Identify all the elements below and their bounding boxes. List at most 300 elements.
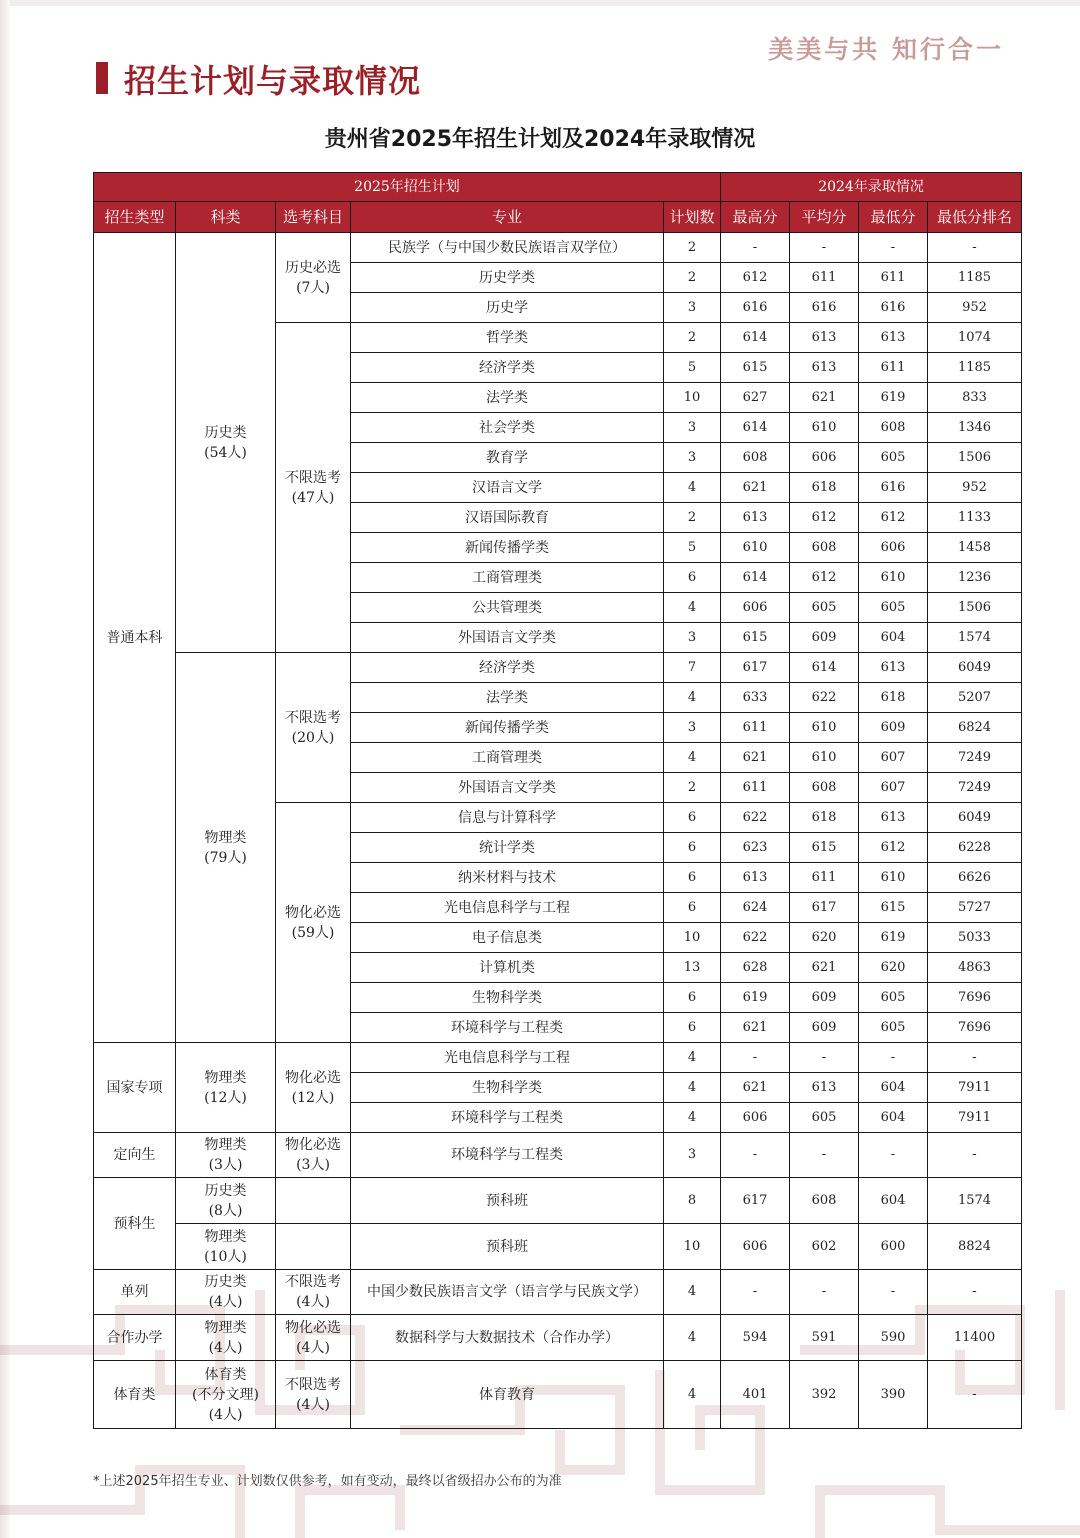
avg-score-cell: 605 [790, 593, 859, 623]
major-cell: 工商管理类 [351, 563, 664, 593]
enrollment-type-cell: 合作办学 [94, 1315, 176, 1361]
major-cell: 教育学 [351, 443, 664, 473]
plan-count-cell: 3 [664, 623, 721, 653]
major-cell: 法学类 [351, 683, 664, 713]
min-score-cell: - [859, 233, 928, 263]
avg-score-cell: 609 [790, 623, 859, 653]
max-score-cell: 624 [721, 893, 790, 923]
elective-subject-cell-line: 物化必选 [285, 1069, 341, 1086]
plan-count-cell: 2 [664, 263, 721, 293]
plan-count-cell: 6 [664, 893, 721, 923]
footnote: *上述2025年招生专业、计划数仅供参考，如有变动，最终以省级招办公布的为准 [93, 1474, 562, 1489]
avg-score-cell: 614 [790, 653, 859, 683]
subject-category-cell [176, 233, 276, 653]
subject-category-cell-line: (不分文理) [192, 1386, 259, 1403]
subject-category-cell-line: 物理类 [204, 1069, 247, 1086]
subject-category-cell-line: 历史类 [204, 1182, 247, 1199]
elective-subject-cell-line: 不限选考 [285, 709, 341, 726]
min-rank-cell: 1236 [928, 563, 1022, 593]
elective-subject-cell-line: (4人) [296, 1294, 330, 1310]
subject-category-cell [176, 1270, 276, 1315]
avg-score-cell: - [790, 1270, 859, 1315]
elective-subject-cell-line: 不限选考 [285, 1274, 341, 1290]
min-rank-cell: 1574 [928, 623, 1022, 653]
subject-category-cell-line: 体育类 [204, 1366, 247, 1383]
subject-category-cell-line: (10人) [204, 1248, 247, 1265]
avg-score-cell: 621 [790, 383, 859, 413]
avg-score-cell: 613 [790, 1073, 859, 1103]
min-score-cell: 590 [859, 1315, 928, 1361]
avg-score-cell: 613 [790, 353, 859, 383]
min-rank-cell: 6049 [928, 803, 1022, 833]
max-score-cell: 610 [721, 533, 790, 563]
table-row [94, 653, 1022, 683]
min-score-cell: 605 [859, 1013, 928, 1043]
plan-count-cell: 6 [664, 983, 721, 1013]
table-row [94, 1178, 1022, 1224]
plan-count-cell: 2 [664, 773, 721, 803]
elective-subject-cell [276, 323, 351, 653]
avg-score-cell: 612 [790, 563, 859, 593]
elective-subject-cell-line: 不限选考 [285, 1376, 341, 1393]
subject-category-cell-line: (12人) [204, 1089, 247, 1106]
subject-category-cell-line: (4人) [208, 1406, 243, 1423]
max-score-cell: - [721, 1133, 790, 1178]
min-rank-cell: 833 [928, 383, 1022, 413]
avg-score-cell: 608 [790, 773, 859, 803]
min-score-cell: 609 [859, 713, 928, 743]
plan-count-cell: 4 [664, 1103, 721, 1133]
subject-category-cell-line: (79人) [204, 849, 247, 866]
min-score-cell: 619 [859, 383, 928, 413]
admission-table [93, 172, 1022, 1429]
max-score-cell: 614 [721, 413, 790, 443]
column-header: 科类 [176, 202, 276, 233]
plan-count-cell: 4 [664, 1270, 721, 1315]
min-score-cell: - [859, 1133, 928, 1178]
elective-subject-cell-line: (59人) [291, 924, 335, 941]
major-cell: 体育教育 [351, 1361, 664, 1429]
min-score-cell: 610 [859, 563, 928, 593]
elective-subject-cell [276, 1178, 351, 1224]
min-score-cell: 605 [859, 983, 928, 1013]
min-score-cell: 619 [859, 923, 928, 953]
elective-subject-cell-line: 物化必选 [285, 1137, 341, 1153]
subject-category-cell [176, 1224, 276, 1270]
min-score-cell: 616 [859, 473, 928, 503]
avg-score-cell: 605 [790, 1103, 859, 1133]
elective-subject-cell-line: (20人) [291, 729, 335, 746]
major-cell: 经济学类 [351, 653, 664, 683]
major-cell: 经济学类 [351, 353, 664, 383]
plan-count-cell: 4 [664, 683, 721, 713]
major-cell: 汉语言文学 [351, 473, 664, 503]
max-score-cell: 611 [721, 713, 790, 743]
plan-count-cell: 3 [664, 293, 721, 323]
max-score-cell: 401 [721, 1361, 790, 1429]
subject-category-cell [176, 1043, 276, 1133]
max-score-cell: 619 [721, 983, 790, 1013]
column-header: 专业 [351, 202, 664, 233]
avg-score-cell: 602 [790, 1224, 859, 1270]
max-score-cell: 621 [721, 1013, 790, 1043]
enrollment-type-cell: 预科生 [94, 1178, 176, 1270]
subject-category-cell-line: 物理类 [204, 829, 247, 846]
major-cell: 工商管理类 [351, 743, 664, 773]
plan-count-cell: 4 [664, 473, 721, 503]
min-score-cell: 613 [859, 653, 928, 683]
subject-category-cell [176, 1315, 276, 1361]
plan-count-cell: 4 [664, 1073, 721, 1103]
avg-score-cell: 610 [790, 713, 859, 743]
table-row [94, 1043, 1022, 1073]
min-rank-cell: 6049 [928, 653, 1022, 683]
max-score-cell: 615 [721, 623, 790, 653]
min-rank-cell: 952 [928, 293, 1022, 323]
min-rank-cell: 6824 [928, 713, 1022, 743]
plan-count-cell: 2 [664, 233, 721, 263]
motto: 美美与共 知行合一 [768, 35, 1004, 64]
min-score-cell: 612 [859, 503, 928, 533]
column-header: 计划数 [664, 202, 721, 233]
min-score-cell: 618 [859, 683, 928, 713]
min-rank-cell: 7696 [928, 1013, 1022, 1043]
min-rank-cell: 1506 [928, 443, 1022, 473]
plan-count-cell: 2 [664, 323, 721, 353]
major-cell: 社会学类 [351, 413, 664, 443]
avg-score-cell: 609 [790, 1013, 859, 1043]
max-score-cell: 615 [721, 353, 790, 383]
min-rank-cell: 1574 [928, 1178, 1022, 1224]
min-score-cell: 607 [859, 773, 928, 803]
column-header: 平均分 [790, 202, 859, 233]
major-cell: 汉语国际教育 [351, 503, 664, 533]
min-rank-cell: 7911 [928, 1103, 1022, 1133]
avg-score-cell: 616 [790, 293, 859, 323]
avg-score-cell: - [790, 1043, 859, 1073]
elective-subject-cell [276, 1315, 351, 1361]
table-row [94, 1133, 1022, 1178]
plan-count-cell: 5 [664, 353, 721, 383]
max-score-cell: 606 [721, 593, 790, 623]
elective-subject-cell-line: (4人) [296, 1396, 330, 1413]
enrollment-type-cell: 国家专项 [94, 1043, 176, 1133]
plan-count-cell: 7 [664, 653, 721, 683]
subject-category-cell [176, 1133, 276, 1178]
section-marker [96, 62, 108, 94]
major-cell: 生物科学类 [351, 983, 664, 1013]
min-rank-cell: - [928, 1270, 1022, 1315]
min-rank-cell: 1506 [928, 593, 1022, 623]
plan-count-cell: 6 [664, 1013, 721, 1043]
min-rank-cell: 7249 [928, 743, 1022, 773]
major-cell: 民族学（与中国少数民族语言双学位） [351, 233, 664, 263]
avg-score-cell: 618 [790, 473, 859, 503]
min-rank-cell: 7249 [928, 773, 1022, 803]
max-score-cell: 621 [721, 743, 790, 773]
min-score-cell: 604 [859, 623, 928, 653]
max-score-cell: 606 [721, 1103, 790, 1133]
major-cell: 光电信息科学与工程 [351, 893, 664, 923]
max-score-cell: 612 [721, 263, 790, 293]
min-score-cell: 604 [859, 1103, 928, 1133]
page-top-border [0, 0, 1080, 6]
min-rank-cell: 1185 [928, 263, 1022, 293]
plan-count-cell: 4 [664, 1315, 721, 1361]
subject-category-cell-line: 物理类 [204, 1137, 247, 1153]
elective-subject-cell-line: 历史必选 [285, 259, 341, 276]
min-rank-cell: 7911 [928, 1073, 1022, 1103]
avg-score-cell: 610 [790, 743, 859, 773]
major-cell: 环境科学与工程类 [351, 1103, 664, 1133]
elective-subject-cell-line: 不限选考 [285, 469, 341, 486]
avg-score-cell: 609 [790, 983, 859, 1013]
min-rank-cell: 1185 [928, 353, 1022, 383]
elective-subject-cell [276, 1043, 351, 1133]
avg-score-cell: 606 [790, 443, 859, 473]
min-score-cell: 390 [859, 1361, 928, 1429]
plan-count-cell: 6 [664, 803, 721, 833]
plan-count-cell: 10 [664, 383, 721, 413]
plan-count-cell: 2 [664, 503, 721, 533]
avg-score-cell: 613 [790, 323, 859, 353]
header-plan-group: 2025年招生计划 [94, 173, 721, 202]
subject-category-cell-line: (4人) [208, 1339, 243, 1356]
min-rank-cell: 1458 [928, 533, 1022, 563]
column-header: 选考科目 [276, 202, 351, 233]
avg-score-cell: 611 [790, 263, 859, 293]
min-score-cell: 610 [859, 863, 928, 893]
plan-count-cell: 6 [664, 563, 721, 593]
subject-category-cell-line: (54人) [204, 444, 247, 461]
avg-score-cell: - [790, 233, 859, 263]
min-score-cell: - [859, 1270, 928, 1315]
max-score-cell: - [721, 1270, 790, 1315]
avg-score-cell: - [790, 1133, 859, 1178]
max-score-cell: 594 [721, 1315, 790, 1361]
major-cell: 生物科学类 [351, 1073, 664, 1103]
elective-subject-cell [276, 653, 351, 803]
max-score-cell: 621 [721, 473, 790, 503]
max-score-cell: 613 [721, 503, 790, 533]
subject-category-cell [176, 653, 276, 1043]
avg-score-cell: 591 [790, 1315, 859, 1361]
elective-subject-cell [276, 1270, 351, 1315]
elective-subject-cell [276, 803, 351, 1043]
enrollment-type-cell: 定向生 [94, 1133, 176, 1178]
elective-subject-cell-line: (7人) [296, 279, 330, 296]
subject-category-cell-line: 历史类 [204, 1274, 247, 1290]
avg-score-cell: 620 [790, 923, 859, 953]
max-score-cell: 611 [721, 773, 790, 803]
major-cell: 中国少数民族语言文学（语言学与民族文学） [351, 1270, 664, 1315]
min-rank-cell: 1133 [928, 503, 1022, 533]
table-row [94, 1361, 1022, 1429]
min-rank-cell: - [928, 1043, 1022, 1073]
plan-count-cell: 10 [664, 923, 721, 953]
avg-score-cell: 608 [790, 533, 859, 563]
major-cell: 外国语言文学类 [351, 773, 664, 803]
enrollment-type-cell: 体育类 [94, 1361, 176, 1429]
min-rank-cell: 7696 [928, 983, 1022, 1013]
subject-category-cell [176, 1178, 276, 1224]
min-score-cell: 613 [859, 803, 928, 833]
major-cell: 环境科学与工程类 [351, 1133, 664, 1178]
max-score-cell: 621 [721, 1073, 790, 1103]
major-cell: 预科班 [351, 1224, 664, 1270]
min-rank-cell: 11400 [928, 1315, 1022, 1361]
elective-subject-cell-line: 物化必选 [285, 904, 341, 921]
min-rank-cell: 4863 [928, 953, 1022, 983]
major-cell: 新闻传播学类 [351, 713, 664, 743]
major-cell: 电子信息类 [351, 923, 664, 953]
plan-count-cell: 4 [664, 743, 721, 773]
avg-score-cell: 608 [790, 1178, 859, 1224]
major-cell: 统计学类 [351, 833, 664, 863]
avg-score-cell: 617 [790, 893, 859, 923]
avg-score-cell: 610 [790, 413, 859, 443]
elective-subject-cell-line: (3人) [296, 1157, 330, 1173]
max-score-cell: 622 [721, 923, 790, 953]
max-score-cell: 622 [721, 803, 790, 833]
subject-category-cell-line: 物理类 [204, 1228, 247, 1245]
min-score-cell: 608 [859, 413, 928, 443]
max-score-cell: 608 [721, 443, 790, 473]
major-cell: 法学类 [351, 383, 664, 413]
elective-subject-cell [276, 1361, 351, 1429]
max-score-cell: 623 [721, 833, 790, 863]
plan-count-cell: 6 [664, 833, 721, 863]
min-score-cell: 605 [859, 593, 928, 623]
major-cell: 光电信息科学与工程 [351, 1043, 664, 1073]
table-row [94, 1224, 1022, 1270]
subject-category-cell-line: (4人) [208, 1294, 243, 1310]
min-score-cell: 606 [859, 533, 928, 563]
min-rank-cell: 1346 [928, 413, 1022, 443]
plan-count-cell: 6 [664, 863, 721, 893]
min-score-cell: 605 [859, 443, 928, 473]
max-score-cell: - [721, 1043, 790, 1073]
elective-subject-cell-line: 物化必选 [285, 1319, 341, 1336]
major-cell: 新闻传播学类 [351, 533, 664, 563]
avg-score-cell: 612 [790, 503, 859, 533]
major-cell: 计算机类 [351, 953, 664, 983]
min-score-cell: 613 [859, 323, 928, 353]
max-score-cell: 606 [721, 1224, 790, 1270]
major-cell: 信息与计算科学 [351, 803, 664, 833]
subject-category-cell [176, 1361, 276, 1429]
column-header: 最低分 [859, 202, 928, 233]
avg-score-cell: 618 [790, 803, 859, 833]
elective-subject-cell [276, 1133, 351, 1178]
avg-score-cell: 615 [790, 833, 859, 863]
max-score-cell: 616 [721, 293, 790, 323]
max-score-cell: 617 [721, 653, 790, 683]
major-cell: 历史学类 [351, 263, 664, 293]
min-rank-cell: 6626 [928, 863, 1022, 893]
avg-score-cell: 392 [790, 1361, 859, 1429]
min-rank-cell: 5727 [928, 893, 1022, 923]
min-rank-cell: 952 [928, 473, 1022, 503]
min-rank-cell: 8824 [928, 1224, 1022, 1270]
section-title: 招生计划与录取情况 [124, 62, 422, 100]
column-header: 招生类型 [94, 202, 176, 233]
max-score-cell: 613 [721, 863, 790, 893]
elective-subject-cell-line: (47人) [291, 489, 335, 506]
major-cell: 历史学 [351, 293, 664, 323]
min-score-cell: 600 [859, 1224, 928, 1270]
avg-score-cell: 611 [790, 863, 859, 893]
plan-count-cell: 3 [664, 1133, 721, 1178]
enrollment-type-cell: 普通本科 [94, 233, 176, 1043]
enrollment-type-cell: 单列 [94, 1270, 176, 1315]
min-score-cell: 615 [859, 893, 928, 923]
plan-count-cell: 10 [664, 1224, 721, 1270]
major-cell: 纳米材料与技术 [351, 863, 664, 893]
table-row [94, 1315, 1022, 1361]
major-cell: 环境科学与工程类 [351, 1013, 664, 1043]
min-score-cell: 620 [859, 953, 928, 983]
plan-count-cell: 3 [664, 713, 721, 743]
subject-category-cell-line: (3人) [208, 1157, 243, 1173]
plan-count-cell: 5 [664, 533, 721, 563]
column-header: 最低分排名 [928, 202, 1022, 233]
elective-subject-cell-line: (12人) [291, 1089, 335, 1106]
plan-count-cell: 13 [664, 953, 721, 983]
max-score-cell: 614 [721, 323, 790, 353]
max-score-cell: 614 [721, 563, 790, 593]
subject-category-cell-line: 物理类 [204, 1319, 247, 1336]
plan-count-cell: 4 [664, 1043, 721, 1073]
min-rank-cell: 1074 [928, 323, 1022, 353]
min-score-cell: 604 [859, 1073, 928, 1103]
elective-subject-cell [276, 233, 351, 323]
major-cell: 哲学类 [351, 323, 664, 353]
table-row [94, 233, 1022, 263]
min-rank-cell: - [928, 1361, 1022, 1429]
min-rank-cell: 5207 [928, 683, 1022, 713]
major-cell: 预科班 [351, 1178, 664, 1224]
min-score-cell: 604 [859, 1178, 928, 1224]
major-cell: 数据科学与大数据技术（合作办学） [351, 1315, 664, 1361]
elective-subject-cell-line: (4人) [296, 1339, 330, 1356]
plan-count-cell: 8 [664, 1178, 721, 1224]
column-header: 最高分 [721, 202, 790, 233]
min-score-cell: 611 [859, 263, 928, 293]
min-score-cell: 607 [859, 743, 928, 773]
plan-count-cell: 3 [664, 443, 721, 473]
min-rank-cell: 5033 [928, 923, 1022, 953]
min-rank-cell: - [928, 233, 1022, 263]
page-left-border [0, 0, 10, 1538]
min-score-cell: 611 [859, 353, 928, 383]
max-score-cell: 633 [721, 683, 790, 713]
max-score-cell: - [721, 233, 790, 263]
max-score-cell: 617 [721, 1178, 790, 1224]
elective-subject-cell [276, 1224, 351, 1270]
max-score-cell: 628 [721, 953, 790, 983]
avg-score-cell: 622 [790, 683, 859, 713]
avg-score-cell: 621 [790, 953, 859, 983]
min-rank-cell: 6228 [928, 833, 1022, 863]
max-score-cell: 627 [721, 383, 790, 413]
major-cell: 外国语言文学类 [351, 623, 664, 653]
table-row [94, 1270, 1022, 1315]
plan-count-cell: 4 [664, 593, 721, 623]
plan-count-cell: 4 [664, 1361, 721, 1429]
subject-category-cell-line: 历史类 [204, 424, 247, 441]
min-score-cell: - [859, 1043, 928, 1073]
